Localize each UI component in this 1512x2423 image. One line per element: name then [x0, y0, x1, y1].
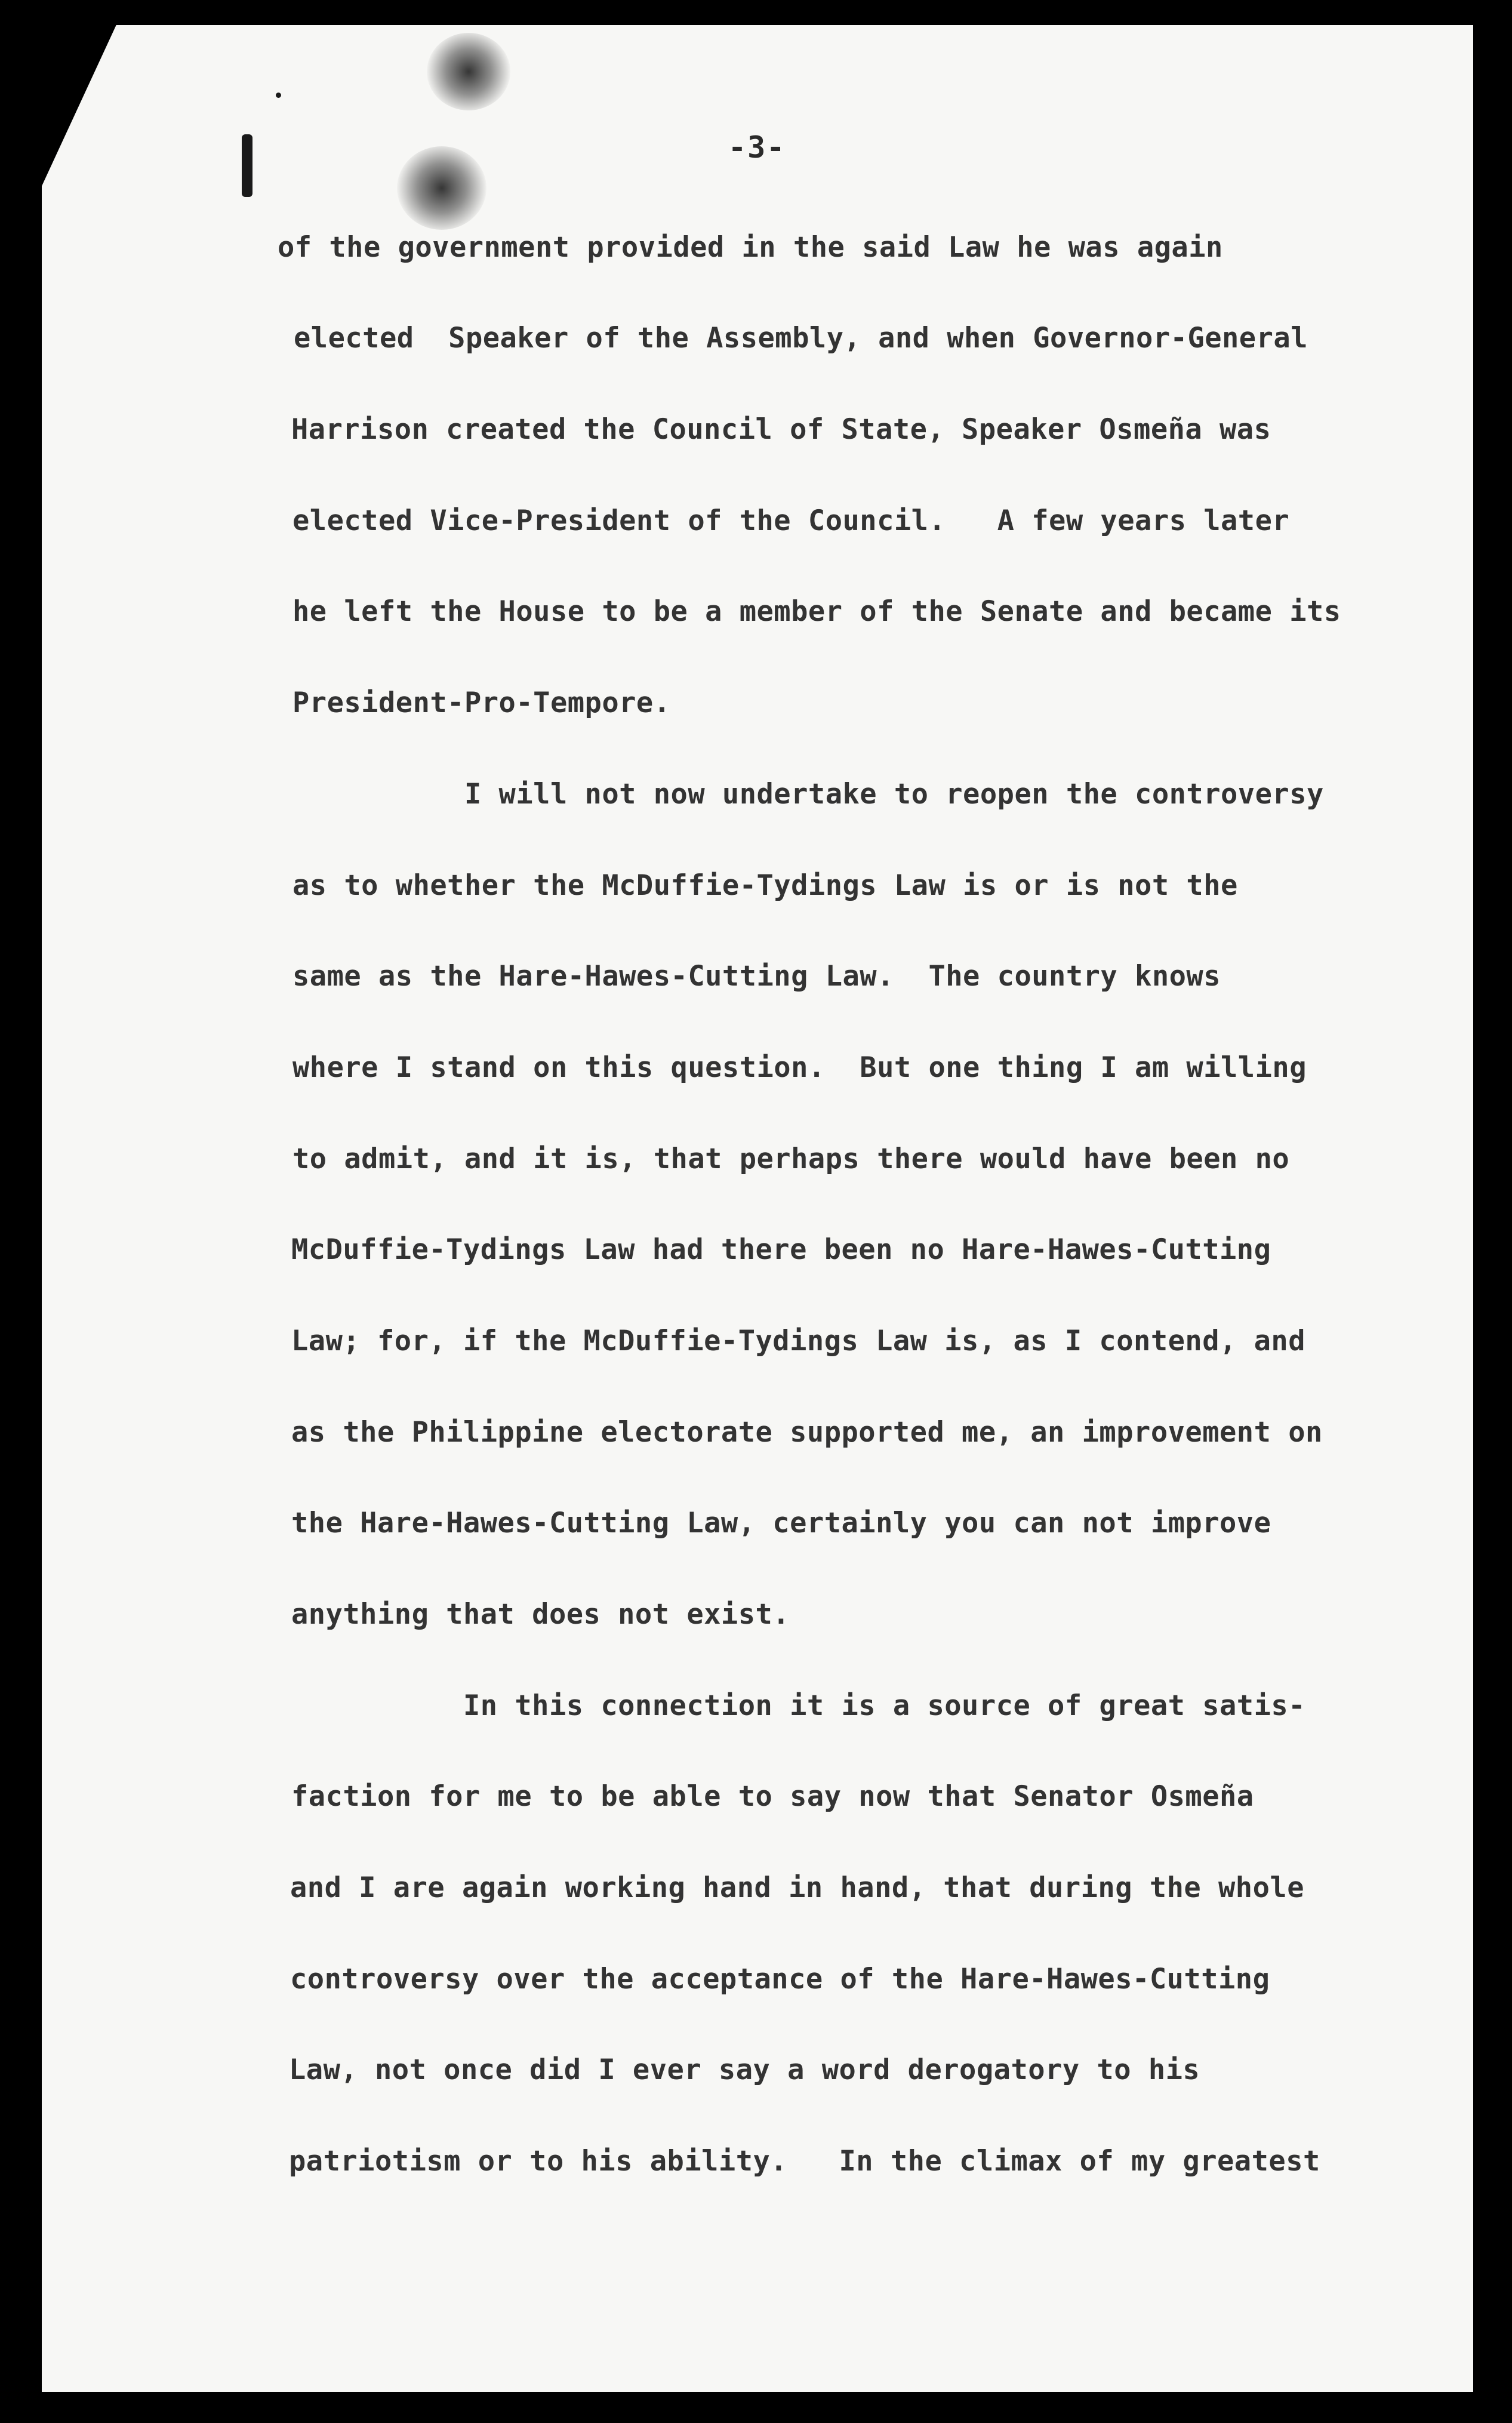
text-line: where I stand on this question. But one thing I am willing: [292, 1051, 1307, 1084]
text-line: the Hare-Hawes-Cutting Law, certainly you can not improve: [291, 1507, 1271, 1540]
margin-dot: [276, 93, 281, 98]
text-line: patriotism or to his ability. In the climax of my greatest: [289, 2145, 1320, 2178]
text-line: Harrison created the Council of State, Speaker Osmeña was: [291, 413, 1271, 446]
text-line: faction for me to be able to say now that Senator Osmeña: [291, 1780, 1254, 1813]
text-line: Law; for, if the McDuffie-Tydings Law is, as I contend, and: [291, 1325, 1305, 1357]
text-line: as the Philippine electorate supported me, an improvement on: [291, 1416, 1323, 1449]
text-line: anything that does not exist.: [291, 1598, 790, 1631]
text-line: President-Pro-Tempore.: [292, 686, 671, 719]
text-line: as to whether the McDuffie-Tydings Law is or is not the: [292, 869, 1238, 902]
text-line: elected Speaker of the Assembly, and when Governor-General: [294, 322, 1308, 355]
text-line: same as the Hare-Hawes-Cutting Law. The country knows: [292, 960, 1221, 993]
ink-smudge-top: [427, 33, 510, 110]
margin-punch-mark: [242, 134, 252, 197]
text-line: to admit, and it is, that perhaps there would have been no: [292, 1143, 1290, 1175]
text-line: McDuffie-Tydings Law had there been no Hare-Hawes-Cutting: [291, 1233, 1271, 1266]
text-line: and I are again working hand in hand, that during the whole: [290, 1871, 1304, 1904]
text-line: Law, not once did I ever say a word derogatory to his: [289, 2053, 1200, 2086]
ink-smudge-middle: [397, 146, 486, 230]
text-line: elected Vice-President of the Council. A few years later: [292, 504, 1290, 537]
page-number: -3-: [728, 130, 786, 165]
text-line: controversy over the acceptance of the Hare-Hawes-Cutting: [290, 1963, 1270, 1996]
text-line: of the government provided in the said Law he was again: [278, 231, 1223, 264]
text-line: In this connection it is a source of great satis-: [291, 1689, 1305, 1722]
text-line: I will not now undertake to reopen the controversy: [292, 778, 1324, 811]
paper-sheet: [42, 25, 1473, 2392]
text-line: he left the House to be a member of the Senate and became its: [292, 595, 1341, 628]
